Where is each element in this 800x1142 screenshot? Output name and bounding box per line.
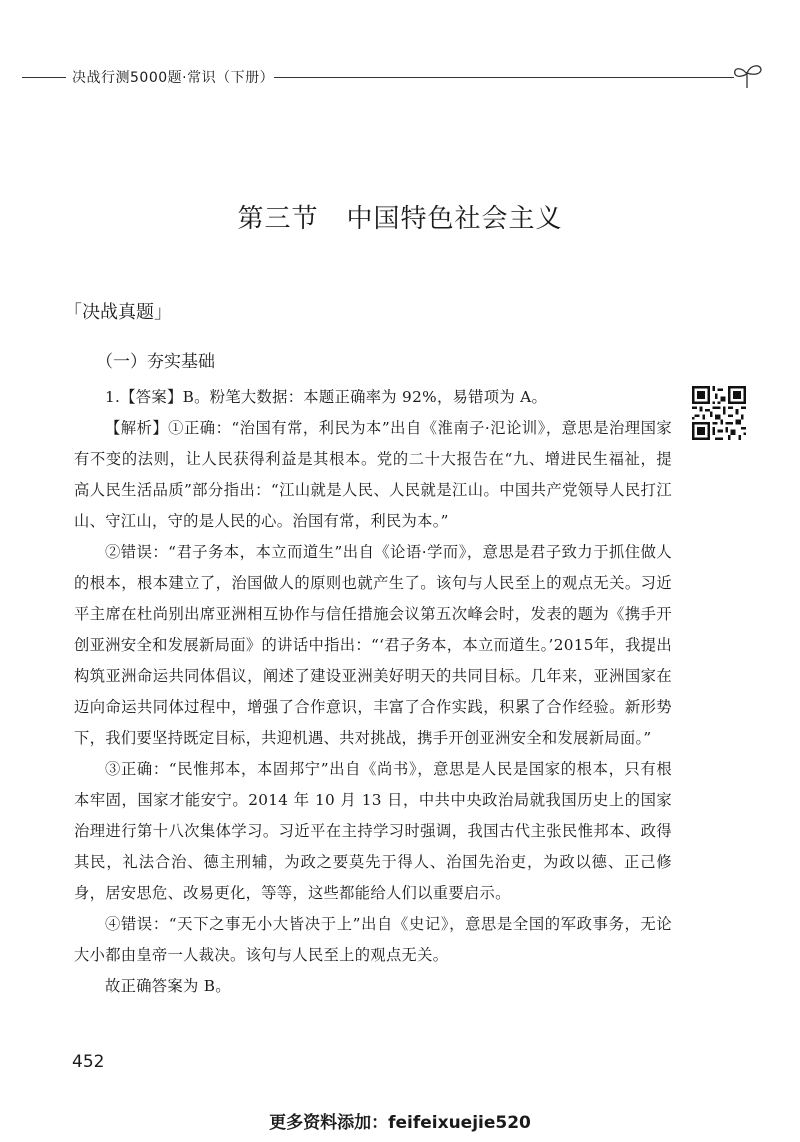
subsection-heading: （一）夯实基础 [96,352,215,372]
running-header [22,62,747,90]
section-name: 中国特色社会主义 [346,204,563,234]
page-number: 452 [72,1052,105,1072]
analysis-paragraph-4: ④错误：“天下之事无小大皆决于上”出自《史记》，意思是全国的军政事务，无论大小都由皇帝一人裁决。该句与人民至上的观点无关。 [74,915,672,964]
answer-body [74,382,672,1002]
analysis-paragraph-1: 【解析】①正确：“治国有常，利民为本”出自《淮南子·氾论训》，意思是治理国家有不变的法则，让人民获得利益是其根本。党的二十大报告在“九、增进民生福祉，提高人民生活品质”部分指出：“江山就是人民、人民就是江山。中国共产党领导人民打江山、守江山，守的是人民的心。治国有常，利民为本。” [74,419,672,530]
analysis-paragraph-3: ③正确：“民惟邦本，本固邦宁”出自《尚书》，意思是人民是国家的根本，只有根本牢固，国家才能安宁。2014 年 10 月 13 日，中共中央政治局就我国历史上的国家治理进行第十八次集体学习。习近平在主持学习时强调，我国古代主张民惟邦本、政得其民，礼法合治、德主刑辅，为政之要莫先于得人、治国先治吏，为政以德、正己修身，居安思危、改易更化，等等，这些都能给人们以重要启示。 [74,760,672,902]
header-rule-right [274,77,734,78]
header-rule-left [22,77,66,78]
section-title [0,198,800,235]
real-exam-heading: 「决战真题」 [64,302,172,323]
answer-line: 1.【答案】B。粉笔大数据：本题正确率为 92%，易错项为 A。 [105,388,548,406]
conclusion-line: 故正确答案为 B。 [105,977,231,995]
qr-code [692,386,746,440]
book-title: 决战行测5000题·常识（下册） [72,70,275,86]
footer-note: 更多资料添加：feifeixuejie520 [269,1113,531,1133]
section-number: 第三节 [237,204,319,234]
analysis-paragraph-2: ②错误：“君子务本，本立而道生”出自《论语·学而》，意思是君子致力于抓住做人的根本，根本建立了，治国做人的原则也就产生了。该句与人民至上的观点无关。习近平主席在杜尚别出席亚洲相互协作与信任措施会议第五次峰会时，发表的题为《携手开创亚洲安全和发展新局面》的讲话中指出：“‘君子务本，本立而道生。’2015年，我提出构筑亚洲命运共同体倡议，阐述了建设亚洲美好明天的共同目标。几年来，亚洲国家在迈向命运共同体过程中，增强了合作意识，丰富了合作实践，积累了合作经验。新形势下，我们要坚持既定目标，共迎机遇、共对挑战，携手开创亚洲安全和发展新局面。” [74,543,672,747]
sprout-icon [727,62,767,90]
